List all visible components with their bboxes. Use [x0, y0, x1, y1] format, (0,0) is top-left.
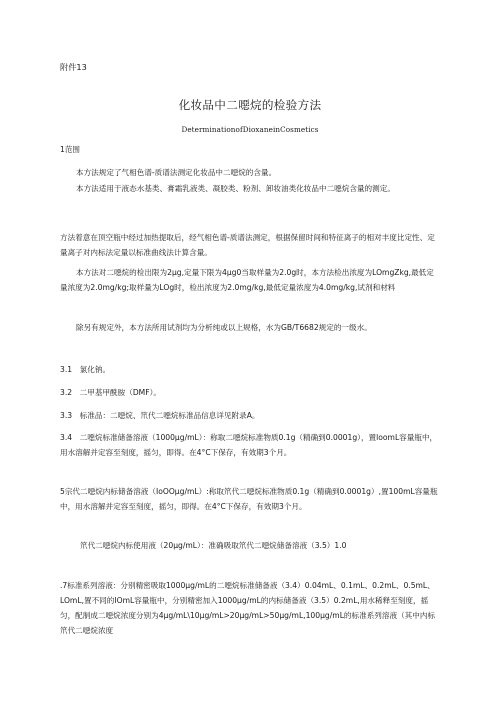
- document-title: 化妆品中二噁烷的检验方法: [178, 98, 322, 112]
- document-subtitle: DeterminationofDioxaneinCosmetics: [181, 125, 319, 134]
- reagent-item-3-1: 3.1 氯化钠。: [60, 365, 111, 374]
- reagent-item-3-5: 5宗代二噁烷内标储备溶液（IoOOμg/mL）:称取笊代二噁烷标准物质0.1g（精确到0.0001g）,置100mL容量瓶中，用水溶解并定容至刻度，摇匀，即得。在4°C下保存，有效期3个月。: [60, 487, 438, 511]
- reagent-item-3-3: 3.3 标准品：二噁烷、笊代二噁烷标准品信息详见附录A。: [60, 411, 260, 420]
- section-heading-scope: 1范围: [60, 145, 81, 154]
- paragraph-limits: 本方法对二噁烷的检出限为2μg,定量下限为4μg0当取样量为2.0g时，本方法检出浓度为LOmgZkg,最低定量浓度为2.0mg/kg;取样量为LOg时，检出浓度为2.0mg/kg,最低定量浓度为4.0mg/kg,试剂和材料: [60, 268, 434, 292]
- paragraph-scope-1: 本方法规定了气相色谱-质谱法测定化妆品中二噁烷的含量。: [76, 168, 277, 177]
- reagent-item-3-2: 3.2 二甲基甲酰胺（DMF）。: [60, 388, 161, 397]
- reagent-item-3-6: 笊代二噁烷内标使用液（20μg/mL）：准确吸取笊代二噁烷储备溶液（3.5）1.0: [80, 541, 347, 550]
- paragraph-scope-2: 本方法适用于液态水基类、膏霜乳液类、凝胶类、粉剂、卸妆油类化妆品中二噁烷含量的测定。: [76, 184, 395, 193]
- attachment-label: 附件13: [60, 62, 87, 72]
- paragraph-reagents-intro: 除另有规定外，本方法所用试剂均为分析纯或以上规格，水为GB/T6682规定的一级水。: [76, 323, 372, 332]
- reagent-item-3-7: .7标准系列溶液：分别精密吸取1000μg/mL的二噁烷标准储备液（3.4）0.04mL、0.1mL、0.2mL、0.5mL、LOmL,置不同的IOmL容量瓶中，分别精密加入1000μg/mL的内标储备液（3.5）0.2mL,用水稀释至刻度，摇匀，配制成二噁烷浓度分别为4μg/mL\10μg/mL>20μg/mL>50μg/mL,100μg/mL的标准系列溶液（其中内标笊代二噁烷浓度: [60, 581, 436, 635]
- paragraph-principle: 方法着意在顶空瓶中经过加热提取后，经气相色谱-质谱法测定，根据保留时间和特征离子的相对丰度比定性、定量离子对内标法定量以标准曲线法计算含量。: [60, 233, 435, 257]
- reagent-item-3-4: 3.4 二噁烷标准储备溶液（1000μg/mL）：称取二噁烷标准物质0.1g（精确到0.0001g），置loomL容量瓶中，用水溶解并定容至刻度，摇匀，即得。在4°C下保存，有效期3个月。: [60, 433, 438, 457]
